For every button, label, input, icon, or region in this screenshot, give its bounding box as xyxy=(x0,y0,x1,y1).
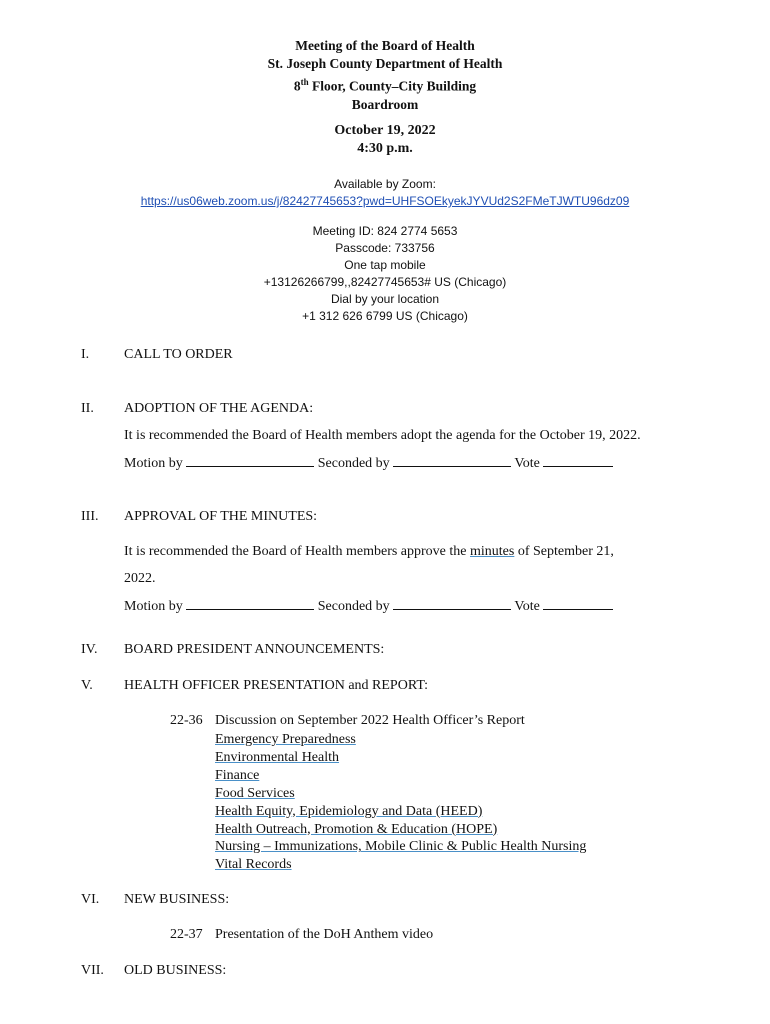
motion-blank xyxy=(186,597,314,610)
zoom-label: Available by Zoom: xyxy=(334,177,436,191)
vote-blank xyxy=(543,597,613,610)
header-title: Meeting of the Board of Health xyxy=(295,38,475,53)
one-tap-number: +13126266799,,82427745653# US (Chicago) xyxy=(263,275,507,289)
report-link-environmental[interactable]: Environmental Health xyxy=(215,749,340,765)
report-link-vital-records[interactable]: Vital Records xyxy=(215,857,292,873)
item-code: 22-37 xyxy=(170,927,203,942)
meeting-time: 4:30 p.m. xyxy=(357,141,413,156)
motion-blank xyxy=(186,454,314,467)
vote-blank xyxy=(543,454,613,467)
report-link-finance[interactable]: Finance xyxy=(215,767,260,783)
section-number: IV. xyxy=(81,642,98,657)
zoom-link[interactable]: https://us06web.zoom.us/j/82427745653?pwd=UHFSOEkyekJYVUd2S2FMeTJWTU96dz09 xyxy=(140,194,630,208)
adoption-motion-line: Motion by Seconded by Vote xyxy=(124,454,613,473)
minutes-body-line2: 2022. xyxy=(124,571,156,586)
meeting-datetime xyxy=(0,122,770,158)
report-link-nursing[interactable]: Nursing – Immunizations, Mobile Clinic & Public Health Nursing xyxy=(215,839,587,855)
seconded-blank xyxy=(393,454,511,467)
section-title: BOARD PRESIDENT ANNOUNCEMENTS: xyxy=(124,642,385,657)
minutes-link[interactable]: minutes xyxy=(470,544,515,559)
minutes-body: It is recommended the Board of Health members approve the minutes of September 21, xyxy=(124,544,614,559)
section-number: V. xyxy=(81,678,93,693)
section-title: CALL TO ORDER xyxy=(124,347,233,362)
section-number: III. xyxy=(81,509,99,524)
adoption-body: It is recommended the Board of Health members adopt the agenda for the October 19, 2022. xyxy=(124,428,641,443)
report-link-hope[interactable]: Health Outreach, Promotion & Education (HOPE) xyxy=(215,821,498,837)
meeting-date: October 19, 2022 xyxy=(334,123,436,138)
item-text: Presentation of the DoH Anthem video xyxy=(215,927,434,942)
header-room: Boardroom xyxy=(351,96,419,112)
one-tap-label: One tap mobile xyxy=(344,258,426,272)
report-link-emergency[interactable]: Emergency Preparedness xyxy=(215,732,356,747)
minutes-motion-line: Motion by Seconded by Vote xyxy=(124,597,613,616)
report-link-food[interactable]: Food Services xyxy=(215,785,295,801)
section-number: II. xyxy=(81,401,94,416)
report-links xyxy=(215,731,586,874)
section-title: NEW BUSINESS: xyxy=(124,892,230,907)
dial-info xyxy=(0,223,770,325)
zoom-info xyxy=(0,176,770,210)
item-code: 22-36 xyxy=(170,713,203,728)
section-title: OLD BUSINESS: xyxy=(124,963,227,978)
item-text: Discussion on September 2022 Health Officer’s Report xyxy=(215,713,525,728)
section-title: APPROVAL OF THE MINUTES: xyxy=(124,509,318,524)
section-number: VI. xyxy=(81,892,100,907)
section-title: ADOPTION OF THE AGENDA: xyxy=(124,401,314,416)
section-title: HEALTH OFFICER PRESENTATION and REPORT: xyxy=(124,678,429,693)
header-location: 8th Floor, County–City Building xyxy=(293,77,477,94)
meeting-header xyxy=(0,37,770,114)
section-number: VII. xyxy=(81,963,104,978)
seconded-blank xyxy=(393,597,511,610)
dial-number: +1 312 626 6799 US (Chicago) xyxy=(302,309,468,323)
meeting-id: Meeting ID: 824 2774 5653 xyxy=(312,224,458,238)
report-link-heed[interactable]: Health Equity, Epidemiology and Data (HEED) xyxy=(215,803,483,819)
section-number: I. xyxy=(81,347,90,362)
passcode: Passcode: 733756 xyxy=(335,241,435,255)
header-department: St. Joseph County Department of Health xyxy=(267,56,503,71)
dial-label: Dial by your location xyxy=(330,292,440,306)
